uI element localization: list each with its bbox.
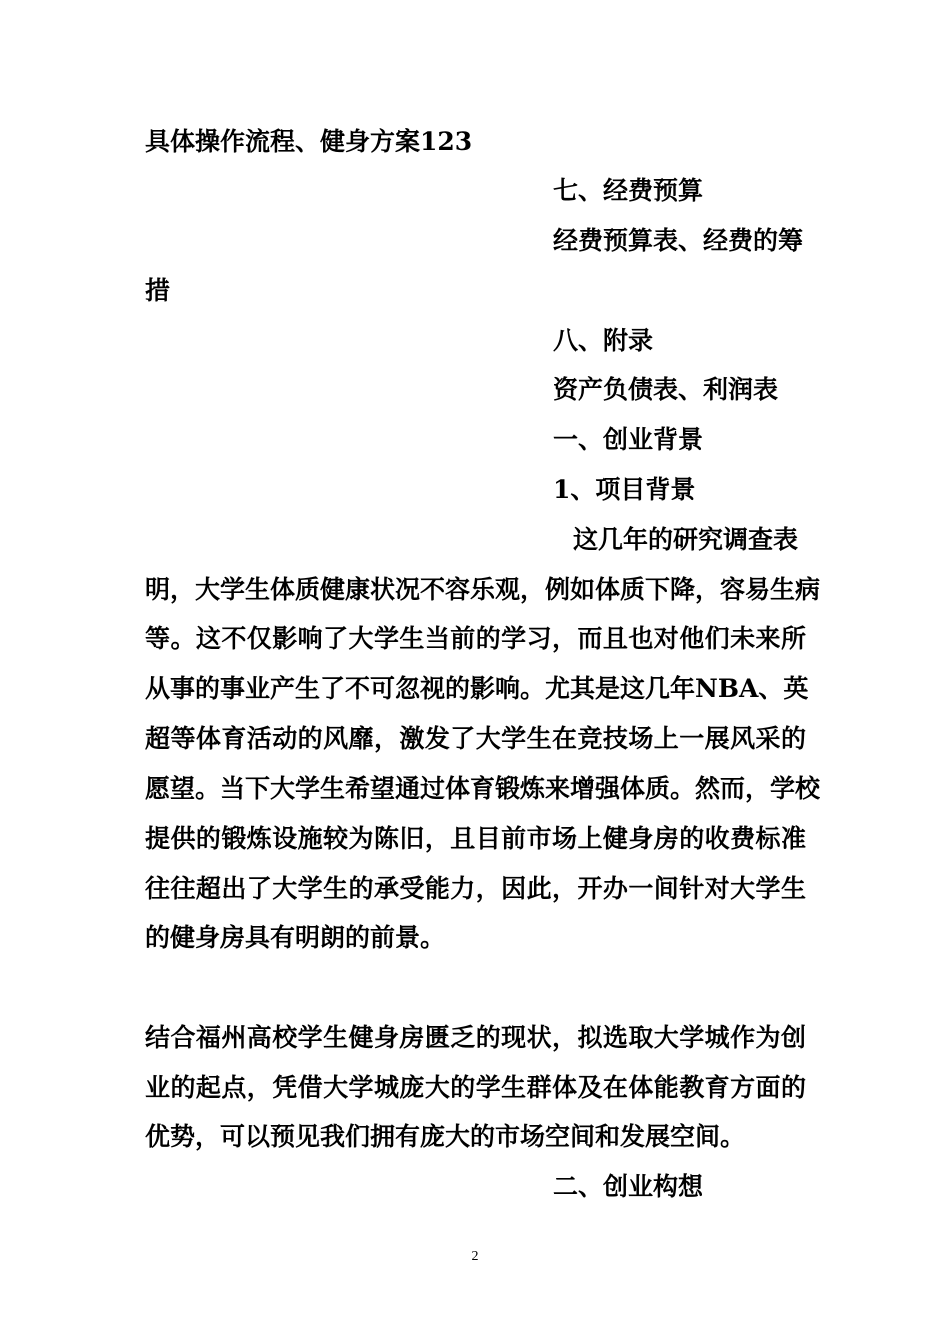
paragraph-line: 结合福州高校学生健身房匮乏的现状，拟选取大学城作为创 (145, 1023, 806, 1052)
text-line: 资产负债表、利润表 (553, 375, 779, 404)
paragraph-line: 业的起点，凭借大学城庞大的学生群体及在体能教育方面的 (145, 1073, 806, 1102)
text-line: 具体操作流程、健身方案123 (145, 127, 473, 156)
paragraph-line: 提供的锻炼设施较为陈旧，且目前市场上健身房的收费标准 (145, 824, 806, 853)
paragraph-line: 的健身房具有明朗的前景。 (145, 923, 446, 952)
section-heading: 七、经费预算 (553, 176, 704, 205)
section-heading: 一、创业背景 (553, 425, 704, 454)
page-number: 2 (471, 1249, 479, 1264)
text-line: 经费预算表、经费的筹 (553, 226, 804, 255)
paragraph-line: 等。这不仅影响了大学生当前的学习，而且也对他们未来所 (145, 624, 806, 653)
subsection-heading: 1、项目背景 (553, 475, 696, 504)
section-heading: 八、附录 (553, 326, 654, 355)
text-line: 措 (145, 276, 171, 305)
paragraph-line: 从事的事业产生了不可忽视的影响。尤其是这几年NBA、英 (145, 674, 809, 703)
paragraph-line: 超等体育活动的风靡，激发了大学生在竞技场上一展风采的 (145, 724, 806, 753)
section-heading: 二、创业构想 (553, 1172, 704, 1201)
paragraph-line: 这几年的研究调查表 (573, 525, 799, 554)
paragraph-line: 明，大学生体质健康状况不容乐观，例如体质下降，容易生病 (145, 575, 821, 604)
paragraph-line: 往往超出了大学生的承受能力，因此，开办一间针对大学生 (145, 874, 806, 903)
paragraph-line: 优势，可以预见我们拥有庞大的市场空间和发展空间。 (145, 1122, 746, 1151)
paragraph-line: 愿望。当下大学生希望通过体育锻炼来增强体质。然而，学校 (145, 774, 821, 803)
